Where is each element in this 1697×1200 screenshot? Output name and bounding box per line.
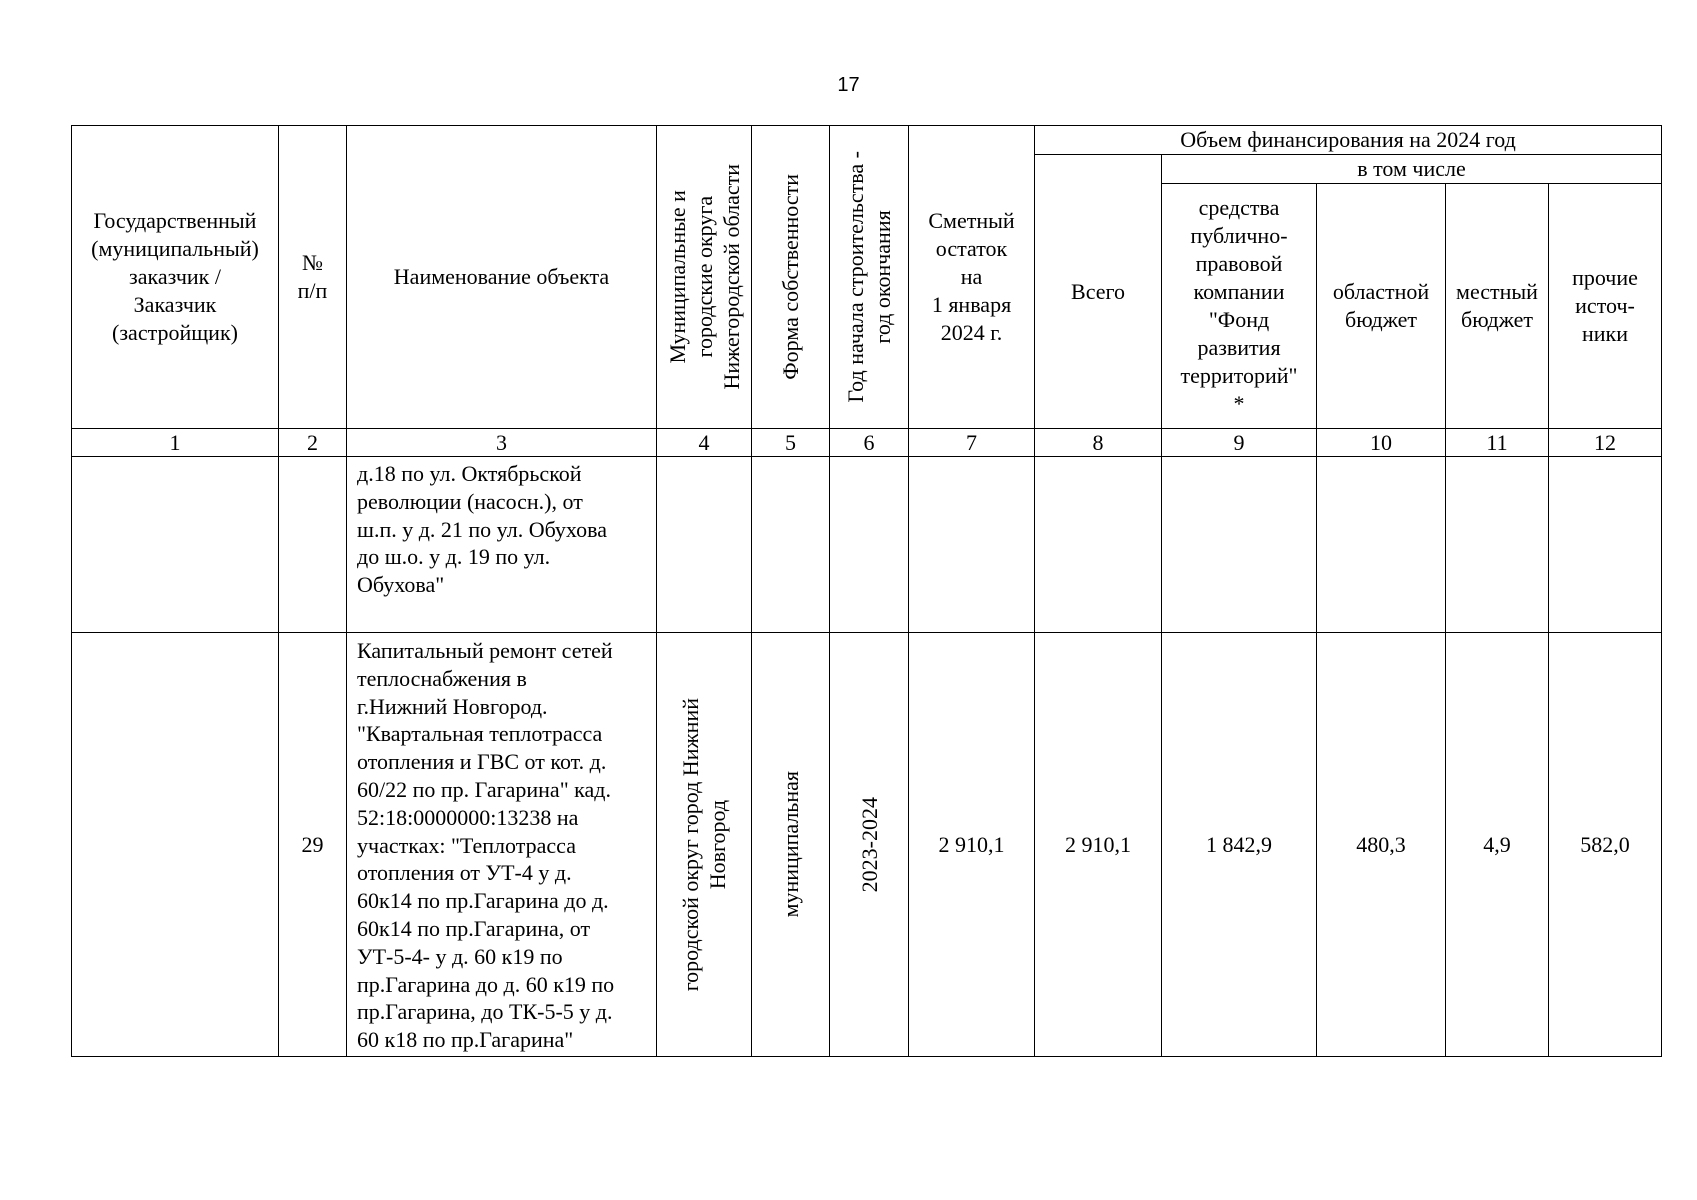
column-number: 12 <box>1549 429 1662 457</box>
cell-empty <box>1549 457 1662 633</box>
header-ownership: Форма собственности <box>752 126 830 429</box>
page-number: 17 <box>837 74 860 96</box>
column-number: 4 <box>657 429 752 457</box>
table-row-continued <box>72 457 1662 633</box>
header-object-name: Наименование объекта <box>347 126 657 429</box>
column-number: 7 <box>909 429 1035 457</box>
cell-empty <box>657 457 752 633</box>
cell-empty <box>1446 457 1549 633</box>
column-number: 8 <box>1035 429 1162 457</box>
cell-empty <box>909 457 1035 633</box>
cell-customer <box>72 633 279 1057</box>
cell-empty <box>830 457 909 633</box>
column-number: 10 <box>1317 429 1446 457</box>
header-other: прочие источ- ники <box>1549 184 1662 429</box>
cell-fund: 1 842,9 <box>1162 633 1317 1057</box>
cell-empty <box>752 457 830 633</box>
financing-table <box>71 125 1662 1057</box>
header-regional: областной бюджет <box>1317 184 1446 429</box>
cell-empty <box>1317 457 1446 633</box>
column-number: 11 <box>1446 429 1549 457</box>
cell-empty <box>1162 457 1317 633</box>
cell-ownership: муниципальная <box>752 633 830 1057</box>
column-number: 5 <box>752 429 830 457</box>
header-total: Всего <box>1035 155 1162 429</box>
cell-local: 4,9 <box>1446 633 1549 1057</box>
cell-empty <box>279 457 347 633</box>
header-local: местный бюджет <box>1446 184 1549 429</box>
header-years: Год начала строительства - год окончания <box>830 126 909 429</box>
cell-object-name: д.18 по ул. Октябрьской революции (насосн.), от ш.п. у д. 21 по ул. Обухова до ш.о. у д. 19 по ул. Обухова" <box>347 457 657 633</box>
header-num: № п/п <box>279 126 347 429</box>
column-number: 1 <box>72 429 279 457</box>
header-including: в том числе <box>1162 155 1662 184</box>
cell-estimate: 2 910,1 <box>909 633 1035 1057</box>
table-row-29 <box>72 633 1662 1057</box>
cell-regional: 480,3 <box>1317 633 1446 1057</box>
header-estimate: Сметный остаток на 1 января 2024 г. <box>909 126 1035 429</box>
header-fund: средства публично- правовой компании "Фонд развития территорий" * <box>1162 184 1317 429</box>
header-customer: Государственный (муниципальный) заказчик / Заказчик (застройщик) <box>72 126 279 429</box>
column-number: 6 <box>830 429 909 457</box>
cell-municipality: городской округ город Нижний Новгород <box>657 633 752 1057</box>
column-number-row <box>72 429 1662 457</box>
column-number: 9 <box>1162 429 1317 457</box>
cell-total: 2 910,1 <box>1035 633 1162 1057</box>
column-number: 3 <box>347 429 657 457</box>
cell-num: 29 <box>279 633 347 1057</box>
cell-years: 2023-2024 <box>830 633 909 1057</box>
cell-empty <box>1035 457 1162 633</box>
cell-object-name: Капитальный ремонт сетей теплоснабжения в г.Нижний Новгород. "Квартальная теплотрасса отопления и ГВС от кот. д. 60/22 по пр. Гагарина" кад. 52:18:0000000:13238 на участках: "Теплотрасса отопления от УТ-4 у д. 60к14 по пр.Гагарина до д. 60к14 по пр.Гагарина, от УТ-5-4- у д. 60 к19 по пр.Гагарина до д. 60 к19 по пр.Гагарина, до ТК-5-5 у д. 60 к18 по пр.Гагарина" <box>347 633 657 1057</box>
cell-other: 582,0 <box>1549 633 1662 1057</box>
header-financing: Объем финансирования на 2024 год <box>1035 126 1662 155</box>
header-municipalities: Муниципальные и городские округа Нижегородской области <box>657 126 752 429</box>
column-number: 2 <box>279 429 347 457</box>
header-row-1 <box>72 126 1662 155</box>
cell-empty <box>72 457 279 633</box>
